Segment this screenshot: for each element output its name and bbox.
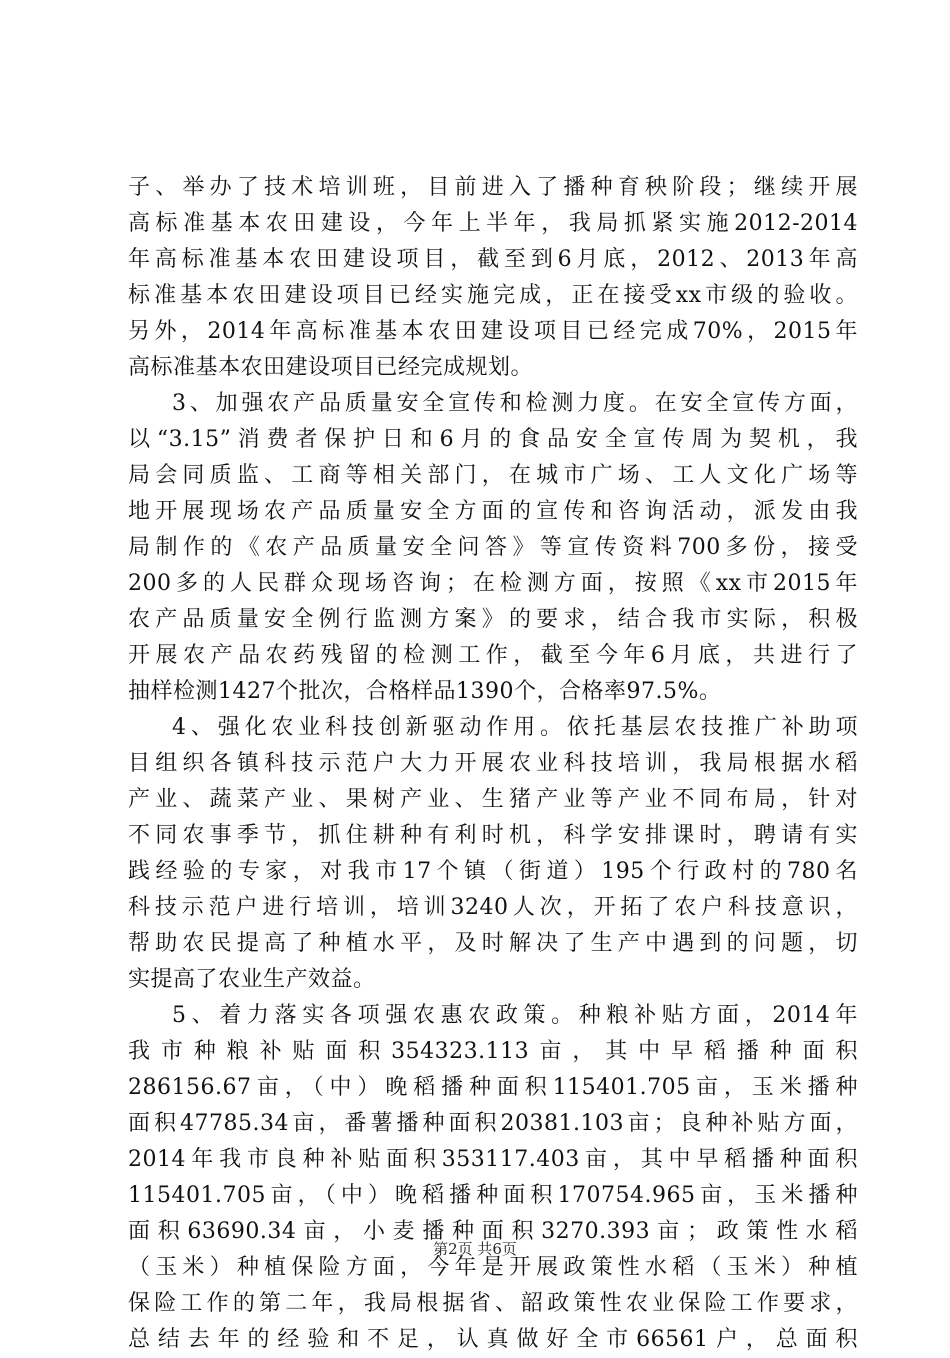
- text-line: 286156.67亩，（中）晚稻播种面积115401.705亩，玉米播种: [128, 1075, 858, 1100]
- text-line: 以“3.15”消费者保护日和6月的食品安全宣传周为契机，我: [128, 427, 858, 452]
- text-line: 我市种粮补贴面积354323.113亩，其中早稻播种面积: [128, 1039, 858, 1064]
- text-line: 抽样检测1427个批次，合格样品1390个，合格率97.5%。: [128, 679, 722, 704]
- page-indicator: 第2页 共6页: [433, 1240, 517, 1258]
- paragraph-5-start: 5、着力落实各项强农惠农政策。种粮补贴方面，2014年: [172, 1003, 858, 1028]
- text-line: 保险工作的第二年，我局根据省、韶政策性农业保险工作要求，: [128, 1291, 858, 1316]
- text-line: 局制作的《农产品质量安全问答》等宣传资料700多份，接受: [128, 535, 858, 560]
- text-line: 标准基本农田建设项目已经实施完成，正在接受xx市级的验收。: [128, 283, 858, 308]
- text-line: 高标准基本农田建设项目已经完成规划。: [128, 355, 534, 380]
- text-line: 科技示范户进行培训，培训3240人次，开拓了农户科技意识，: [128, 895, 858, 920]
- text-line: 局会同质监、工商等相关部门，在城市广场、工人文化广场等: [128, 463, 858, 488]
- text-line: 帮助农民提高了种植水平，及时解决了生产中遇到的问题，切: [128, 931, 858, 956]
- text-line: 地开展现场农产品质量安全方面的宣传和咨询活动，派发由我: [128, 499, 858, 524]
- text-line: 2014年我市良种补贴面积353117.403亩，其中早稻播种面积: [128, 1147, 858, 1172]
- text-line: 不同农事季节，抓住耕种有利时机，科学安排课时，聘请有实: [128, 823, 858, 848]
- text-line: （玉米）种植保险方面，今年是开展政策性水稻（玉米）种植: [128, 1255, 858, 1280]
- text-line: 面积63690.34亩，小麦播种面积3270.393亩；政策性水稻: [128, 1219, 858, 1244]
- text-line: 另外，2014年高标准基本农田建设项目已经完成70%，2015年: [128, 319, 858, 344]
- text-line: 开展农产品农药残留的检测工作，截至今年6月底，共进行了: [128, 643, 858, 668]
- paragraph-4-start: 4、强化农业科技创新驱动作用。依托基层农技推广补助项: [172, 715, 858, 740]
- text-line: 面积47785.34亩，番薯播种面积20381.103亩；良种补贴方面，: [128, 1111, 858, 1136]
- text-line: 践经验的专家，对我市17个镇（街道）195个行政村的780名: [128, 859, 858, 884]
- text-line: 子、举办了技术培训班，目前进入了播种育秧阶段；继续开展: [128, 175, 858, 200]
- text-line: 总结去年的经验和不足，认真做好全市66561户，总面积: [128, 1327, 858, 1352]
- text-line: 200多的人民群众现场咨询；在检测方面，按照《xx市2015年: [128, 571, 858, 596]
- document-body: [128, 170, 858, 1358]
- text-line: 高标准基本农田建设，今年上半年，我局抓紧实施2012-2014: [128, 211, 858, 236]
- text-line: 产业、蔬菜产业、果树产业、生猪产业等产业不同布局，针对: [128, 787, 858, 812]
- text-line: 年高标准基本农田建设项目，截至到6月底，2012、2013年高: [128, 247, 858, 272]
- text-line: 实提高了农业生产效益。: [128, 967, 376, 992]
- text-line: 115401.705亩，（中）晚稻播种面积170754.965亩，玉米播种: [128, 1183, 858, 1208]
- paragraph-3-start: 3、加强农产品质量安全宣传和检测力度。在安全宣传方面，: [172, 391, 858, 416]
- text-line: 农产品质量安全例行监测方案》的要求，结合我市实际，积极: [128, 607, 858, 632]
- text-line: 目组织各镇科技示范户大力开展农业科技培训，我局根据水稻: [128, 751, 858, 776]
